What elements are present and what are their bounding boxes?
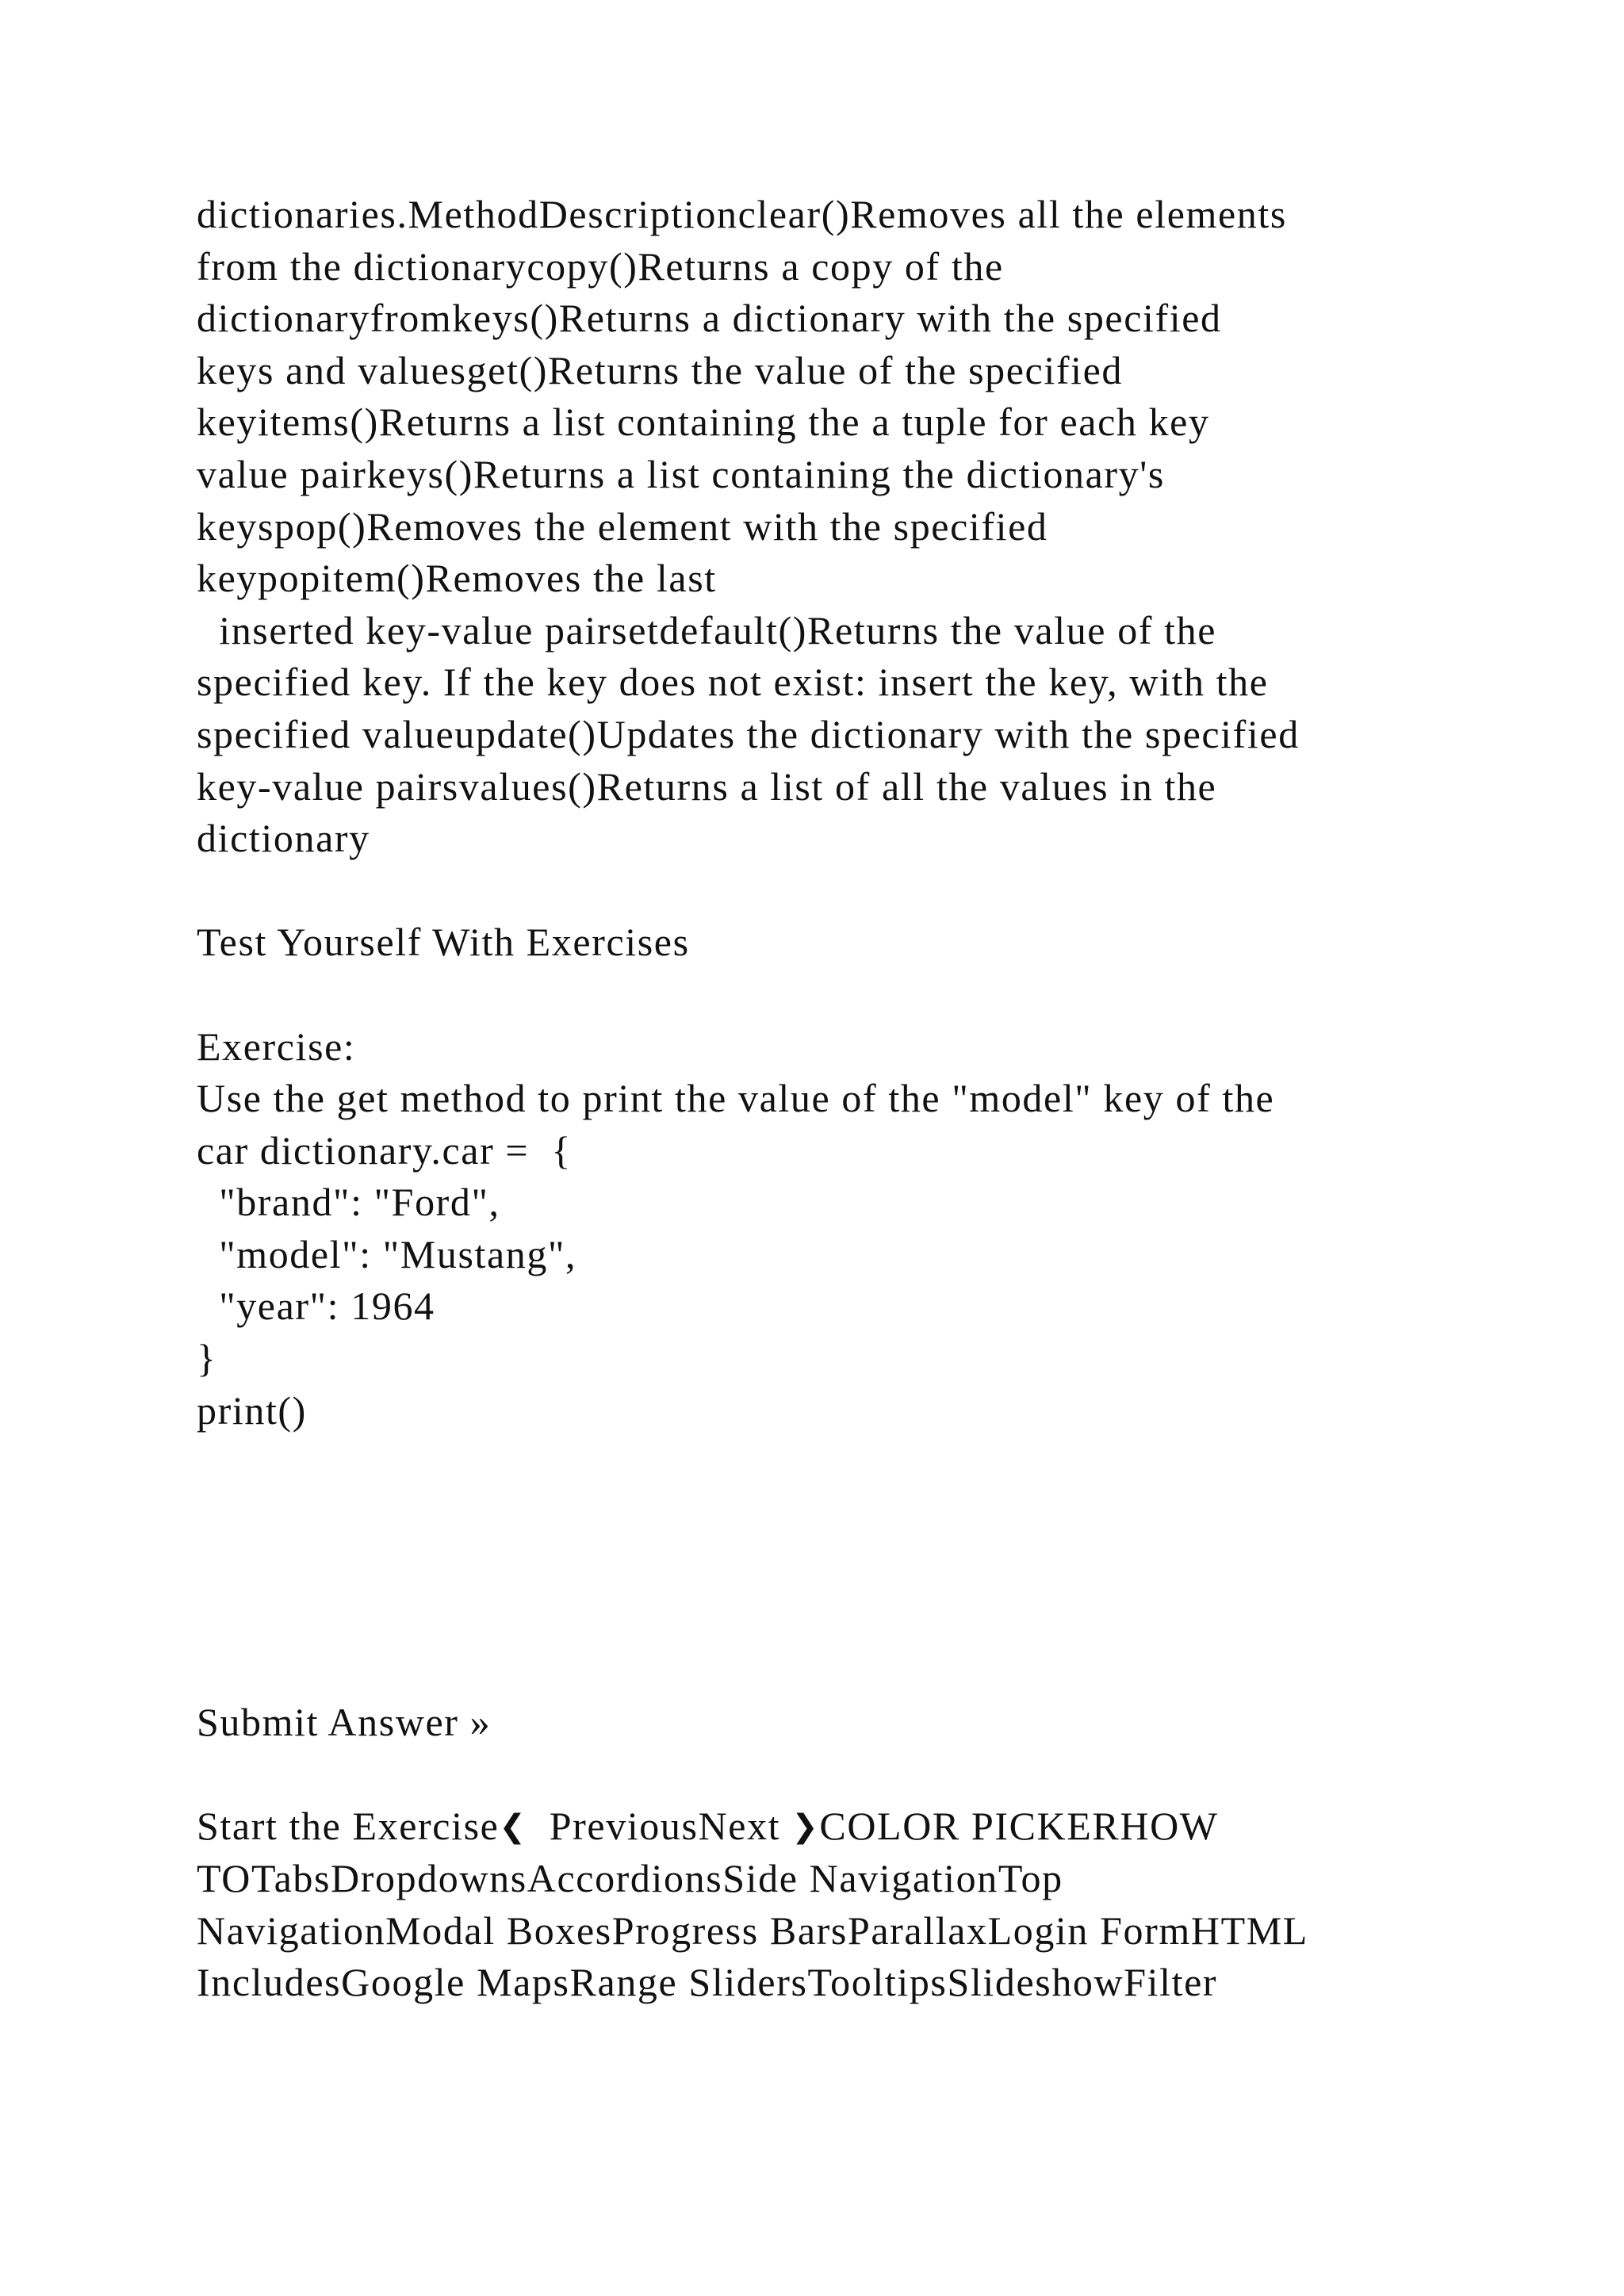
text-line: dictionary bbox=[197, 816, 370, 861]
footer-nav bbox=[197, 1800, 1545, 2008]
code-line: } bbox=[197, 1336, 217, 1381]
text-line: keypopitem()Removes the last bbox=[197, 556, 717, 601]
how-to-links[interactable]: TOTabsDropdownsAccordionsSide NavigationTop bbox=[197, 1856, 1063, 1901]
exercise-label: Exercise: bbox=[197, 1024, 356, 1069]
exercise-block bbox=[197, 1021, 1545, 1437]
start-exercise-link[interactable]: Start the Exercise bbox=[197, 1804, 500, 1849]
spacer bbox=[197, 865, 1545, 917]
previous-link[interactable]: Previous bbox=[527, 1804, 699, 1849]
text-line: value pairkeys()Returns a list containing the dictionary's bbox=[197, 451, 1165, 496]
exercises-heading: Test Yourself With Exercises bbox=[197, 920, 690, 965]
code-line: "year": 1964 bbox=[197, 1284, 435, 1329]
code-line: "brand": "Ford", bbox=[197, 1180, 500, 1225]
how-to-links[interactable]: IncludesGoogle MapsRange SlidersTooltipsSlideshowFilter bbox=[197, 1960, 1218, 2005]
spacer bbox=[197, 1749, 1545, 1801]
text-line: key-value pairsvalues()Returns a list of all the values in the bbox=[197, 763, 1217, 809]
document-page bbox=[197, 189, 1545, 2009]
text-line: specified valueupdate()Updates the dictionary with the specified bbox=[197, 711, 1300, 756]
text-line: from the dictionarycopy()Returns a copy of the bbox=[197, 243, 1004, 289]
exercise-instruction: Use the get method to print the value of the "model" key of the bbox=[197, 1076, 1275, 1121]
text-line: inserted key-value pairsetdefault()Returns the value of the bbox=[197, 607, 1217, 652]
text-line: keys and valuesget()Returns the value of the specified bbox=[197, 347, 1123, 392]
answer-area bbox=[197, 1437, 1545, 1697]
how-to-links[interactable]: COLOR PICKERHOW bbox=[819, 1804, 1219, 1849]
submit-answer-button[interactable]: Submit Answer » bbox=[197, 1700, 492, 1745]
exercise-instruction: car dictionary.car = { bbox=[197, 1127, 573, 1173]
text-line: keyspop()Removes the element with the specified bbox=[197, 503, 1048, 549]
chevron-left-icon[interactable]: ❮ bbox=[499, 1808, 527, 1846]
code-line: print() bbox=[197, 1387, 307, 1433]
text-line: keyitems()Returns a list containing the a tuple for each key bbox=[197, 400, 1210, 445]
nav-line bbox=[197, 1800, 1545, 1853]
text-line: specified key. If the key does not exist: insert the key, with the bbox=[197, 660, 1269, 705]
spacer bbox=[197, 969, 1545, 1021]
text-line: dictionaries.MethodDescriptionclear()Removes all the elements bbox=[197, 192, 1287, 236]
methods-paragraph bbox=[197, 189, 1545, 865]
code-line: "model": "Mustang", bbox=[197, 1231, 577, 1276]
text-line: dictionaryfromkeys()Returns a dictionary with the specified bbox=[197, 296, 1222, 341]
next-link[interactable]: Next bbox=[698, 1804, 792, 1849]
chevron-right-icon[interactable]: ❯ bbox=[791, 1808, 820, 1846]
how-to-links[interactable]: NavigationModal BoxesProgress BarsParallaxLogin FormHTML bbox=[197, 1908, 1308, 1953]
